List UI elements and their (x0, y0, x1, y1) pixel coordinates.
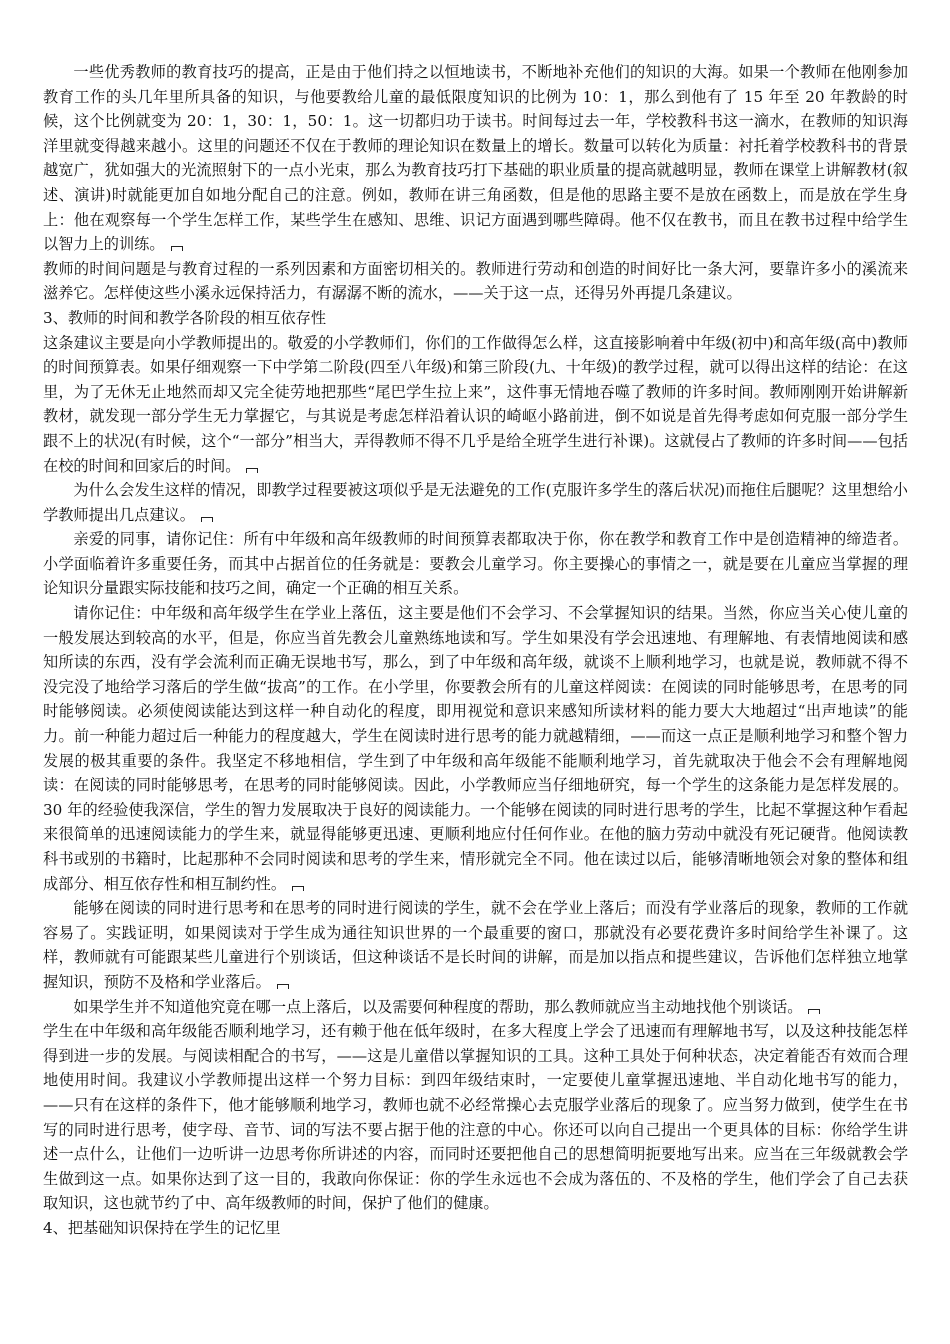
paragraph-text: 请你记住：中年级和高年级学生在学业上落伍，这主要是他们不会学习、不会掌握知识的结果。当然，你应当关心使儿童的一般发展达到较高的水平，但是，你应当首先教会儿童熟练地读和写。学生如果没有学会迅速地、有理解地、有表情地阅读和感知所读的东西，没有学会流利而正确无误地书写，那么，到了中年级和高年级，就谈不上顺利地学习，也就是说，教师就不得不没完没了地给学习落后的学生做“拔高”的工作。在小学里，你要教会所有的儿童这样阅读：在阅读的同时能够思考，在思考的同时能够阅读。必须使阅读能达到这样一种自动化的程度，即用视觉和意识来感知所读材料的能力要大大地超过“出声地读”的能力。前一种能力超过后一种能力的程度越大，学生在阅读时进行思考的能力就越精细，——而这一点正是顺利地学习和整个智力发展的极其重要的条件。我坚定不移地相信，学生到了中年级和高年级能不能顺利地学习，首先就取决于他会不会有理解地阅读：在阅读的同时能够思考，在思考的同时能够阅读。因此，小学教师应当仔细地研究，每一个学生的这条能力是怎样发展的。30 年的经验使我深信，学生的智力发展取决于良好的阅读能力。一个能够在阅读的同时进行思考的学生，比起不掌握这种乍看起来很简单的迅速阅读能力的学生来，就显得能够更迅速、更顺利地应付任何作业。在他的脑力劳动中就没有死记硬背。他阅读教科书或别的书籍时，比起那种不会同时阅读和思考的学生来，情形就完全不同。他在读过以后，能够清晰地领会对象的整体和组成部分、相互依存性和相互制约性。 (43, 604, 908, 893)
paragraph-text: 能够在阅读的同时进行思考和在思考的同时进行阅读的学生，就不会在学业上落后；而没有学业落后的现象，教师的工作就容易了。实践证明，如果阅读对于学生成为通往知识世界的一个最重要的窗口，那就没有必要花费许多时间给学生补课了。这样，教师就有可能跟某些儿童进行个别谈话，但这种谈话不是长时间的讲解，而是加以指点和提些建议，告诉他们怎样独立地掌握知识，预防不及格和学业落后。 (43, 899, 908, 991)
section-heading-4: 4、把基础知识保持在学生的记忆里 (43, 1218, 281, 1237)
paragraph-text: 为什么会发生这样的情况，即教学过程要被这项似乎是无法避免的工作(克服许多学生的落后状况)而拖住后腿呢？这里想给小学教师提出几点建议。 (43, 481, 908, 524)
paragraph-end-mark-icon (201, 517, 213, 522)
paragraph-end-mark-icon (292, 886, 304, 891)
paragraph-end-mark-icon (246, 468, 258, 473)
paragraph-text: 教师的时间问题是与教育过程的一系列因素和方面密切相关的。教师进行劳动和创造的时间好比一条大河，要靠许多小的溪流来滋养它。怎样使这些小溪永远保持活力，有潺潺不断的流水，——关于这一点，还得另外再提几条建议。 (43, 259, 908, 303)
paragraph-text: 这条建议主要是向小学教师提出的。敬爱的小学教师们，你们的工作做得怎么样，这直接影响着中年级(初中)和高年级(高中)教师的时间预算表。如果仔细观察一下中学第二阶段(四至八年级)和第三阶段(九、十年级)的教学过程，就可以得出这样的结论：在这里，为了无休无止地然而却又完全徒劳地把那些“尾巴学生拉上来”，这件事无情地吞噬了教师的许多时间。教师刚刚开始讲解新教材，就发现一部分学生无力掌握它，与其说是考虑怎样沿着认识的崎岖小路前进，倒不如说是首先得考虑如何克服一部分学生跟不上的状况(有时候，这个“一部分”相当大，弄得教师不得不几乎是给全班学生进行补课)。这就侵占了教师的许多时间——包括在校的时间和回家后的时间。 (43, 333, 908, 475)
paragraph-why-question (43, 478, 908, 527)
paragraph-writing-skills (43, 1019, 908, 1216)
paragraph-text: 一些优秀教师的教育技巧的提高，正是由于他们持之以恒地读书，不断地补充他们的知识的大海。如果一个教师在他刚参加教育工作的头几年里所具备的知识，与他要教给儿童的最低限度知识的比例为 10：1，那么到他有了 15 年至 20 年教龄的时候，这个比例就变为 20：1，30：1，50：1。这一切都归功于读书。时间每过去一年，学校教科书这一滴水，在教师的知识海洋里就变得越来越小。这里的问题还不仅在于教师的理论知识在数量上的增长。数量可以转化为质量：衬托着学校教科书的背景越宽广，犹如强大的光流照射下的一点小光束，那么为教育技巧打下基础的职业质量的提高就越明显，教师在课堂上讲解教材(叙述、演讲)时就能更加自如地分配自己的注意。例如，教师在讲三角函数，但是他的思路主要不是放在函数上，而是放在学生身上：他在观察每一个学生怎样工作，某些学生在感知、思维、识记方面遇到哪些障碍。他不仅在教书，而且在教书过程中给学生以智力上的训练。 (43, 63, 908, 254)
paragraph-remember-reading (43, 601, 908, 896)
paragraph-text: 学生在中年级和高年级能否顺利地学习，还有赖于他在低年级时，在多大程度上学会了迅速而有理解地书写，以及这种技能怎样得到进一步的发展。与阅读相配合的书写，——这是儿童借以掌握知识的工具。这种工具处于何种状态，决定着能否有效而合理地使用时间。我建议小学教师提出这样一个努力目标：到四年级结束时，一定要使儿童掌握迅速地、半自动化地书写的能力，——只有在这样的条件下，他才能够顺利地学习，教师也就不必经常操心去克服学业落后的现象了。应当努力做到，使学生在书写的同时进行思考，使字母、音节、词的写法不要占据于他的注意的中心。你还可以向自己提出一个更具体的目标：你给学生讲述一点什么，让他们一边听讲一边思考你所讲述的内容，而同时还要把他自己的思想简明扼要地写出来。应当在三年级就教会学生做到这一点。如果你达到了这一目的，我敢向你保证：你的学生永远也不会成为落伍的、不及格的学生，他们学会了自己去获取知识，这也就节约了中、高年级教师的时间，保护了他们的健康。 (43, 1022, 908, 1213)
paragraph-dear-colleague (43, 527, 908, 601)
paragraph-reading-thinking (43, 896, 908, 994)
paragraph-teacher-reading (43, 60, 908, 257)
paragraph-individual-talk (43, 995, 908, 1020)
paragraph-end-mark-icon (277, 984, 289, 989)
paragraph-end-mark-icon (171, 246, 183, 251)
section-heading-3: 3、教师的时间和教学各阶段的相互依存性 (43, 308, 327, 327)
paragraph-text: 如果学生并不知道他究竟在哪一点上落后，以及需要何种程度的帮助，那么教师就应当主动地找他个别谈话。 (73, 997, 803, 1016)
paragraph-end-mark-icon (808, 1009, 820, 1014)
paragraph-primary-teachers (43, 331, 908, 479)
paragraph-teacher-time (43, 257, 908, 306)
paragraph-text: 亲爱的同事，请你记住：所有中年级和高年级教师的时间预算表都取决于你，你在教学和教育工作中是创造精神的缔造者。小学面临着许多重要任务，而其中占据首位的任务就是：要教会儿童学习。你主要操心的事情之一，就是要在儿童应当掌握的理论知识分量跟实际技能和技巧之间，确定一个正确的相互关系。 (43, 530, 908, 598)
